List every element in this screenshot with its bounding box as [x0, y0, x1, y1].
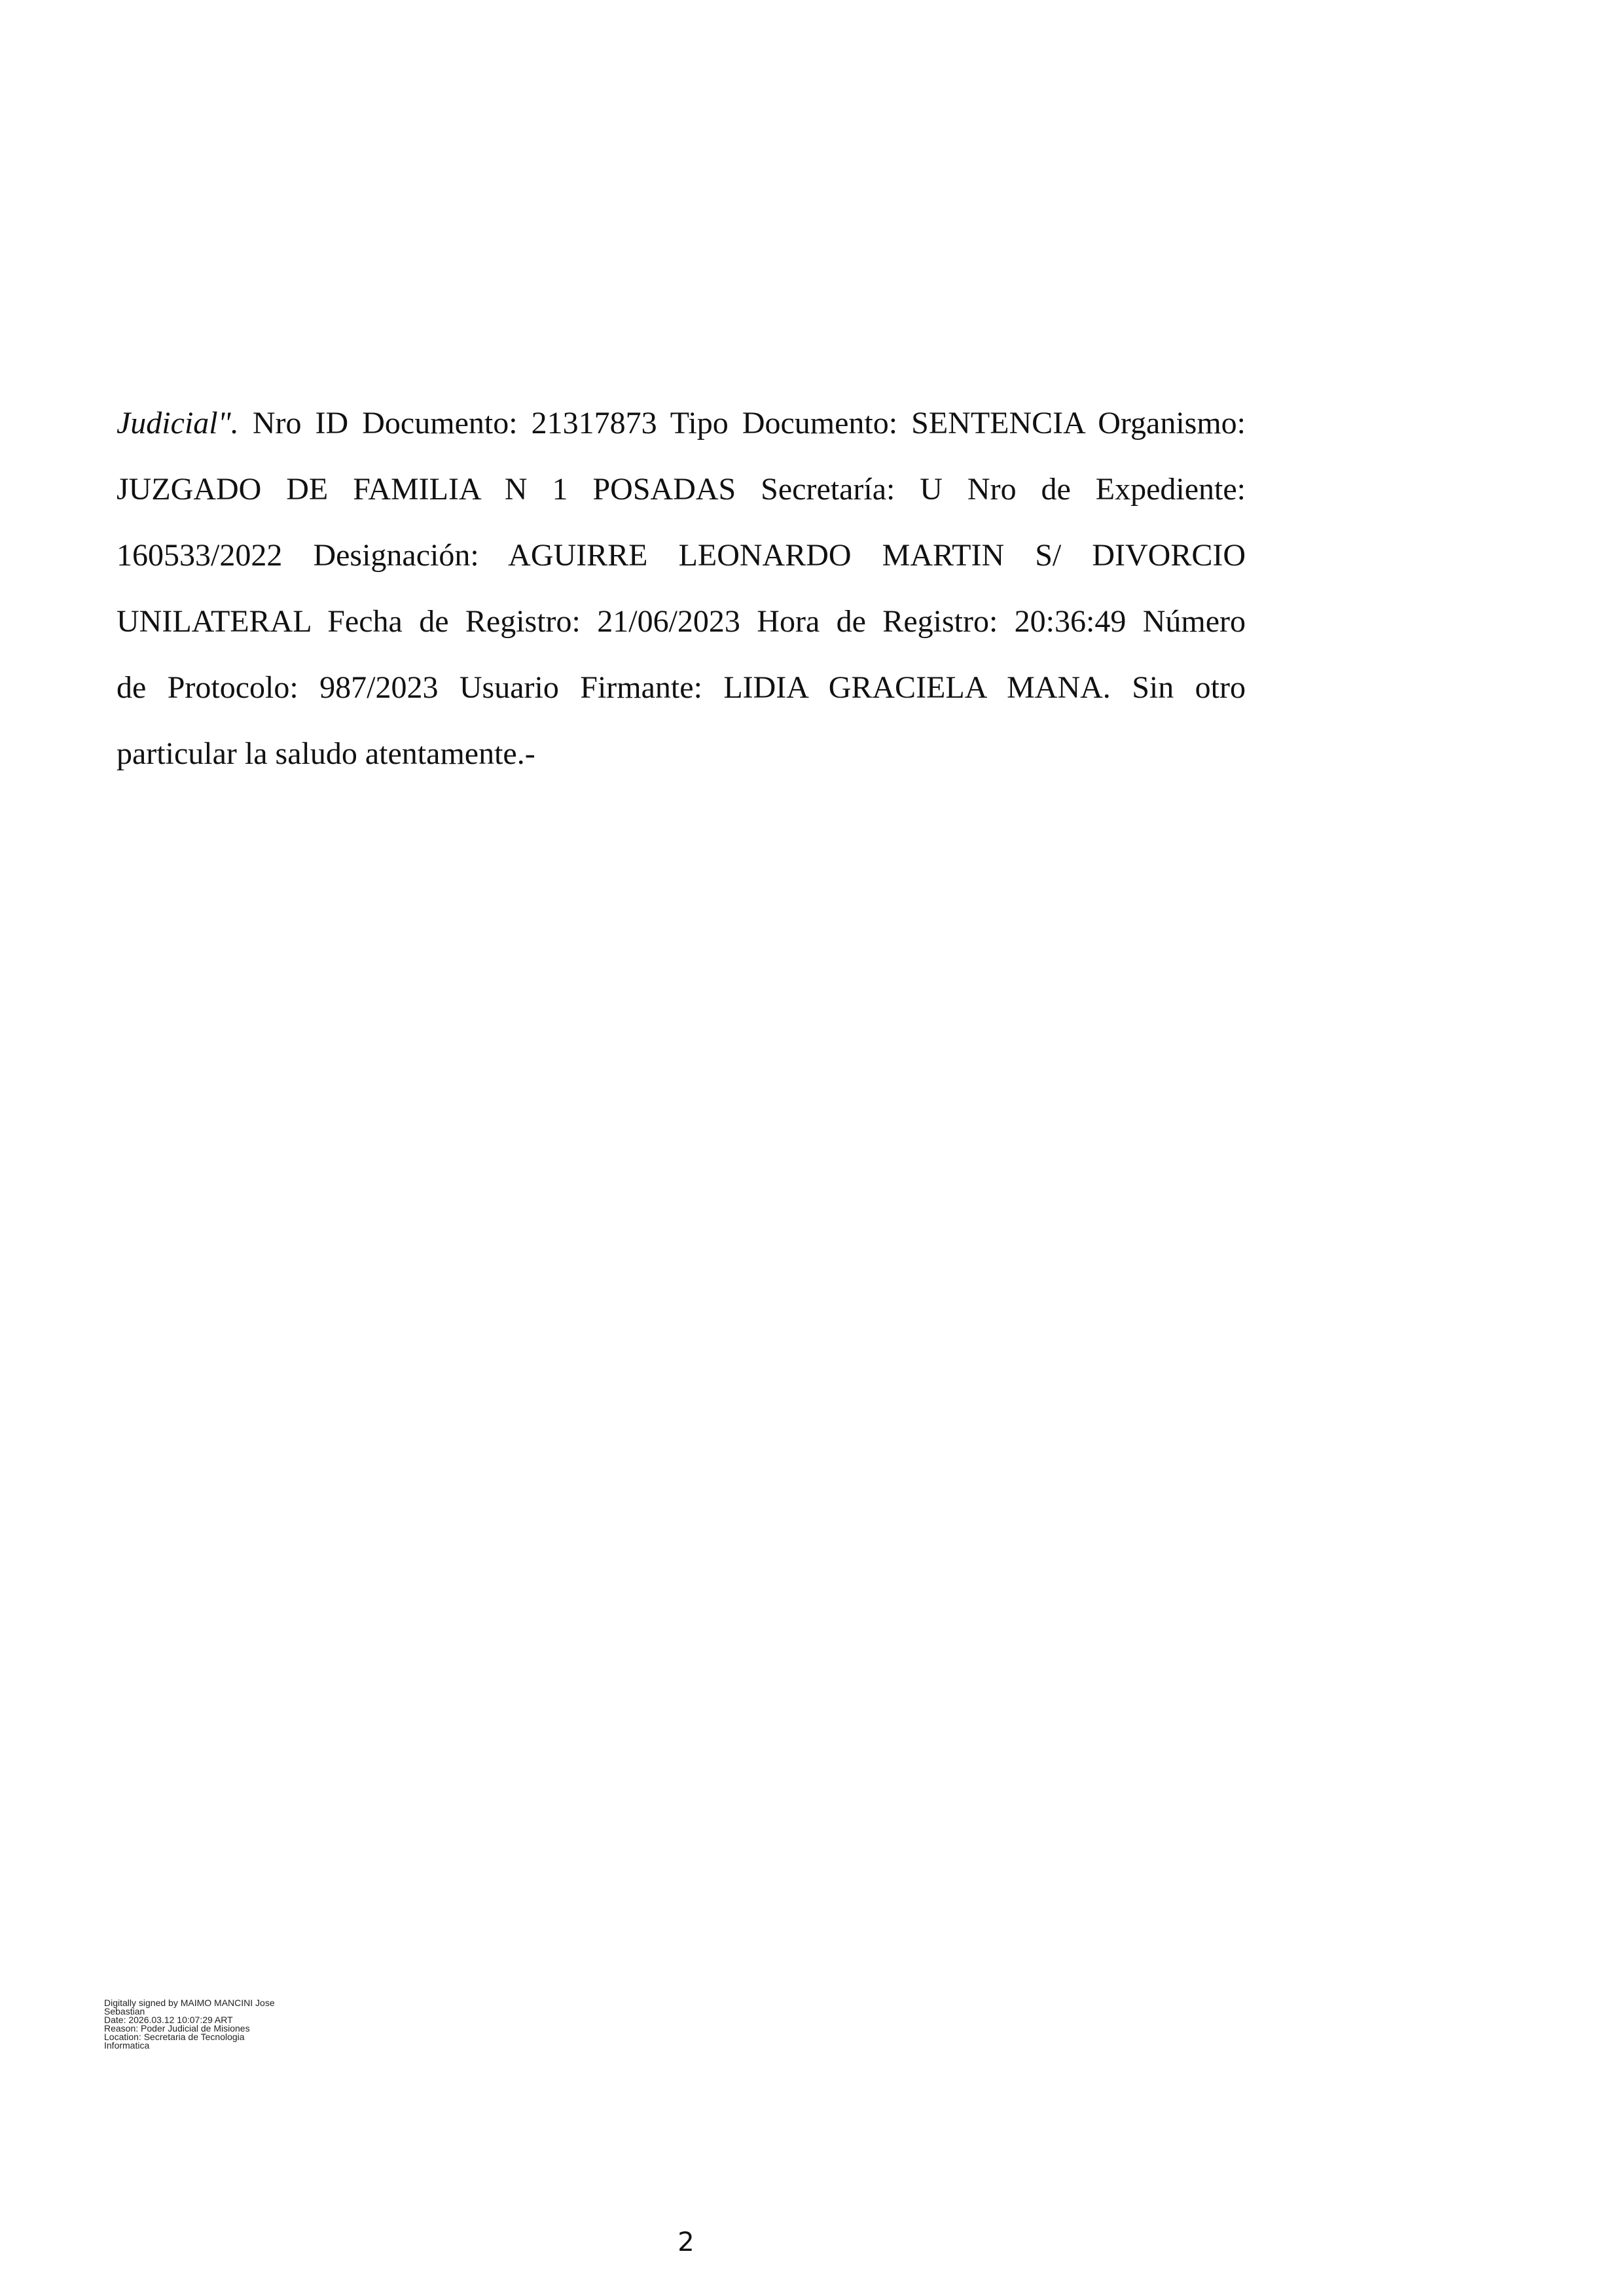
page-number: 2 — [677, 2227, 695, 2257]
signature-line: Date: 2026.03.12 10:07:29 ART — [104, 2015, 233, 2025]
body-line-text: particular la saludo atentamente.- — [117, 736, 535, 771]
body-line-text: de Protocolo: 987/2023 Usuario Firmante: LIDIA GRACIELA MANA. Sin otro — [117, 670, 1246, 705]
body-line-5 — [117, 655, 1246, 721]
body-line-text: UNILATERAL Fecha de Registro: 21/06/2023 Hora de Registro: 20:36:49 Número — [117, 604, 1246, 639]
body-line-text: Nro ID Documento: 21317873 Tipo Documento: SENTENCIA Organismo: — [238, 406, 1246, 440]
body-line-2 — [117, 456, 1246, 522]
body-line-6 — [117, 721, 1246, 787]
body-line-3 — [117, 522, 1246, 588]
body-line-text: JUZGADO DE FAMILIA N 1 POSADAS Secretaría: U Nro de Expediente: — [117, 472, 1246, 507]
body-line-text: 160533/2022 Designación: AGUIRRE LEONARDO MARTIN S/ DIVORCIO — [117, 538, 1246, 573]
signature-line: Informatica — [104, 2040, 150, 2051]
body-line-1 — [117, 390, 1246, 456]
italic-fragment: Judicial". — [117, 406, 239, 440]
document-body — [117, 390, 1246, 787]
body-line-4 — [117, 588, 1246, 655]
signature-line: Digitally signed by MAIMO MANCINI Jose — [104, 1998, 275, 2008]
signature-line: Location: Secretaria de Tecnologia — [104, 2032, 245, 2042]
signature-line: Reason: Poder Judicial de Misiones — [104, 2023, 250, 2034]
digital-signature-stamp — [104, 1999, 379, 2050]
signature-line: Sebastian — [104, 2006, 145, 2017]
